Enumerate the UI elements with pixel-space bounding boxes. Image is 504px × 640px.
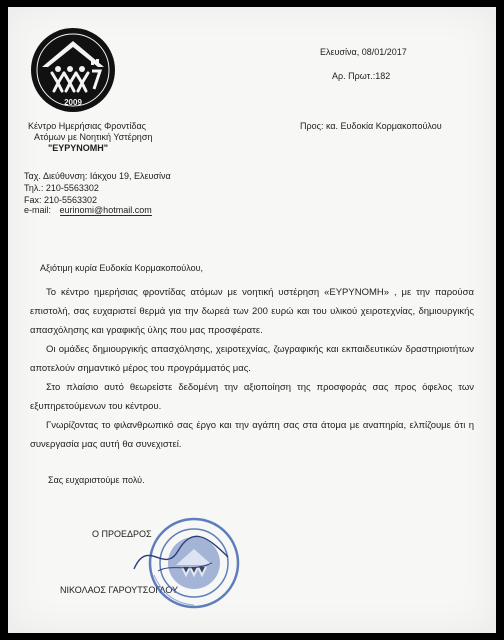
salutation: Αξιότιμη κυρία Ευδοκία Κορμακοπούλου, bbox=[40, 263, 204, 273]
org-line-2: Ατόμων με Νοητική Υστέρηση bbox=[34, 132, 153, 142]
recipient: Προς: κα. Ευδοκία Κορμακοπούλου bbox=[300, 121, 442, 131]
org-name: "ΕΥΡΥΝΟΜΗ" bbox=[48, 143, 109, 153]
org-line-1: Κέντρο Ημερήσιας Φροντίδας bbox=[28, 121, 147, 131]
email-label: e-mail: bbox=[24, 205, 52, 215]
paragraph-hope: Γνωρίζοντας το φιλανθρωπικό σας έργο και την αγάπη σας στα άτομα με αναπηρία, ελπίζουμε ότι η συνεργασία μας αυτή θα συνεχιστεί. bbox=[30, 420, 474, 450]
address: Ταχ. Διεύθυνση: Ιάκχου 19, Ελευσίνα bbox=[24, 171, 171, 181]
email-line bbox=[24, 205, 152, 216]
logo-year: 2009 bbox=[64, 98, 82, 107]
letter-page bbox=[8, 7, 496, 633]
place-date: Ελευσίνα, 08/01/2017 bbox=[320, 47, 407, 57]
paragraph-utilization: Στο πλαίσιο αυτό θεωρείστε δεδομένη την αξιοποίηση της προσφοράς σας προς όφελος των εξυπηρετούμενων του κέντρου. bbox=[30, 382, 474, 412]
handwritten-signature bbox=[128, 527, 238, 587]
organization-logo bbox=[30, 27, 116, 113]
protocol-number: Αρ. Πρωτ.:182 bbox=[332, 71, 391, 81]
letter-body bbox=[30, 283, 474, 454]
signature-title: Ο ΠΡΟΕΔΡΟΣ bbox=[92, 529, 152, 539]
closing: Σας ευχαριστούμε πολύ. bbox=[48, 475, 145, 485]
paragraph-activities: Οι ομάδες δημιουργικής απασχόλησης, χειροτεχνίας, ζωγραφικής και εκπαιδευτικών δραστηριοτήτων αποτελούν σημαντικό μέρος του προγράμματός μας. bbox=[30, 344, 474, 374]
fax: Fax: 210-5563302 bbox=[24, 195, 98, 205]
phone: Τηλ.: 210-5563302 bbox=[24, 183, 99, 193]
email-link[interactable]: eurinomi@hotmail.com bbox=[59, 205, 152, 215]
paragraph-thanks: Το κέντρο ημερήσιας φροντίδας ατόμων με νοητική υστέρηση «ΕΥΡΥΝΟΜΗ» , με την παρούσα επιστολή, σας ευχαριστεί θερμά για την δωρεά των 200 ευρώ και του υλικού χειροτεχνίας, δημιουργικής απασχόλησης και γραφικής ύλης που μας προσφέρατε. bbox=[30, 287, 474, 336]
signature-name: ΝΙΚΟΛΑΟΣ ΓΑΡΟΥΤΣΟΓΛΟΥ bbox=[60, 585, 179, 595]
